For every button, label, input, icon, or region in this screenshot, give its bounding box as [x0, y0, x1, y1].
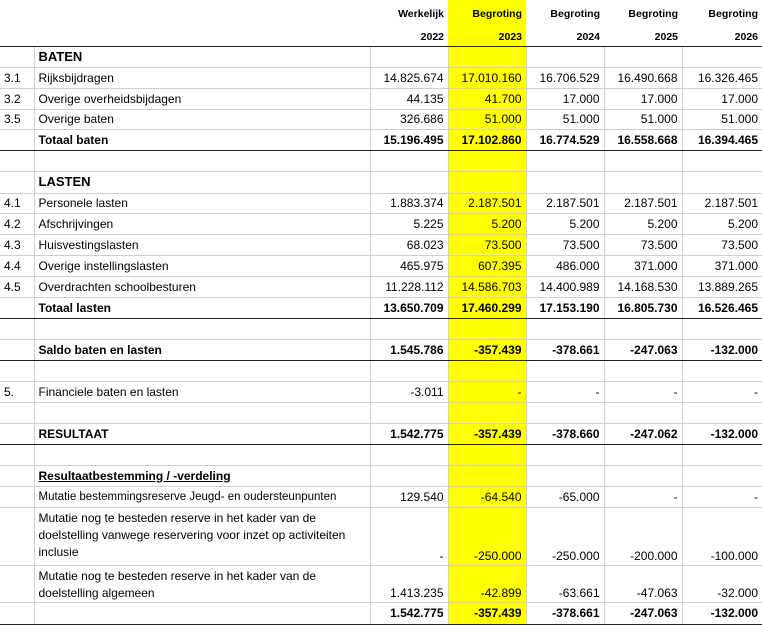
table-row: 3.1 Rijksbijdragen 14.825.674 17.010.160 16.706.529 16.490.668 16.326.465	[0, 67, 762, 88]
spacer-row	[0, 360, 762, 381]
col-header-year: 2022	[370, 28, 448, 46]
spacer-row	[0, 318, 762, 339]
section-heading-row	[0, 46, 762, 67]
col-header-year: 2025	[604, 28, 682, 46]
table-row: 4.4 Overige instellingslasten 465.975 607.395 486.000 371.000 371.000	[0, 255, 762, 276]
total-row: 1.542.775 -357.439 -378.661 -247.063 -132.000	[0, 602, 762, 624]
col-header-label: Werkelijk	[398, 8, 444, 20]
table-row: 4.1 Personele lasten 1.883.374 2.187.501 2.187.501 2.187.501 2.187.501	[0, 193, 762, 213]
spacer-row	[0, 150, 762, 171]
spacer-row	[0, 444, 762, 465]
header-row-labels	[0, 0, 762, 28]
section-heading-row	[0, 465, 762, 486]
col-header-year: 2026	[682, 28, 762, 46]
table-row: 4.3 Huisvestingslasten 68.023 73.500 73.500 73.500 73.500	[0, 234, 762, 255]
col-header-year: 2024	[526, 28, 604, 46]
col-header-label: Begroting	[628, 8, 678, 20]
total-row: Totaal lasten 13.650.709 17.460.299 17.153.190 16.805.730 16.526.465	[0, 297, 762, 318]
col-header-year: 2023	[448, 28, 526, 46]
saldo-row: Saldo baten en lasten 1.545.786 -357.439 -378.661 -247.063 -132.000	[0, 339, 762, 360]
table-row: 3.2 Overige overheidsbijdagen 44.135 41.700 17.000 17.000 17.000	[0, 88, 762, 109]
total-row: Totaal baten 15.196.495 17.102.860 16.774.529 16.558.668 16.394.465	[0, 129, 762, 150]
section-heading: LASTEN	[34, 171, 370, 193]
resultaat-row: RESULTAAT 1.542.775 -357.439 -378.660 -247.062 -132.000	[0, 423, 762, 444]
table-row: 5. Financiele baten en lasten -3.011 - - - -	[0, 381, 762, 402]
section-heading: Resultaatbestemming / -verdeling	[34, 465, 370, 486]
table-row: 4.2 Afschrijvingen 5.225 5.200 5.200 5.200 5.200	[0, 213, 762, 234]
col-header-label: Begroting	[448, 0, 526, 28]
table-row: Mutatie bestemmingsreserve Jeugd- en oudersteunpunten 129.540 -64.540 -65.000 - -	[0, 486, 762, 507]
col-header-label: Begroting	[550, 8, 600, 20]
section-heading-row	[0, 171, 762, 193]
table-row: Mutatie nog te besteden reserve in het kader van de doelstelling vanwege reservering voor inzet op activiteiten inclusie - -250.000 -250.000 -200.000 -100.000	[0, 507, 762, 565]
header-row-years	[0, 28, 762, 46]
section-heading: BATEN	[34, 46, 370, 67]
table-row: Mutatie nog te besteden reserve in het kader van de doelstelling algemeen 1.413.235 -42.899 -63.661 -47.063 -32.000	[0, 565, 762, 602]
table-row: 4.5 Overdrachten schoolbesturen 11.228.112 14.586.703 14.400.989 14.168.530 13.889.265	[0, 276, 762, 297]
table-row: 3.5 Overige baten 326.686 51.000 51.000 51.000 51.000	[0, 109, 762, 129]
col-header-label: Begroting	[708, 8, 758, 20]
spacer-row	[0, 402, 762, 423]
